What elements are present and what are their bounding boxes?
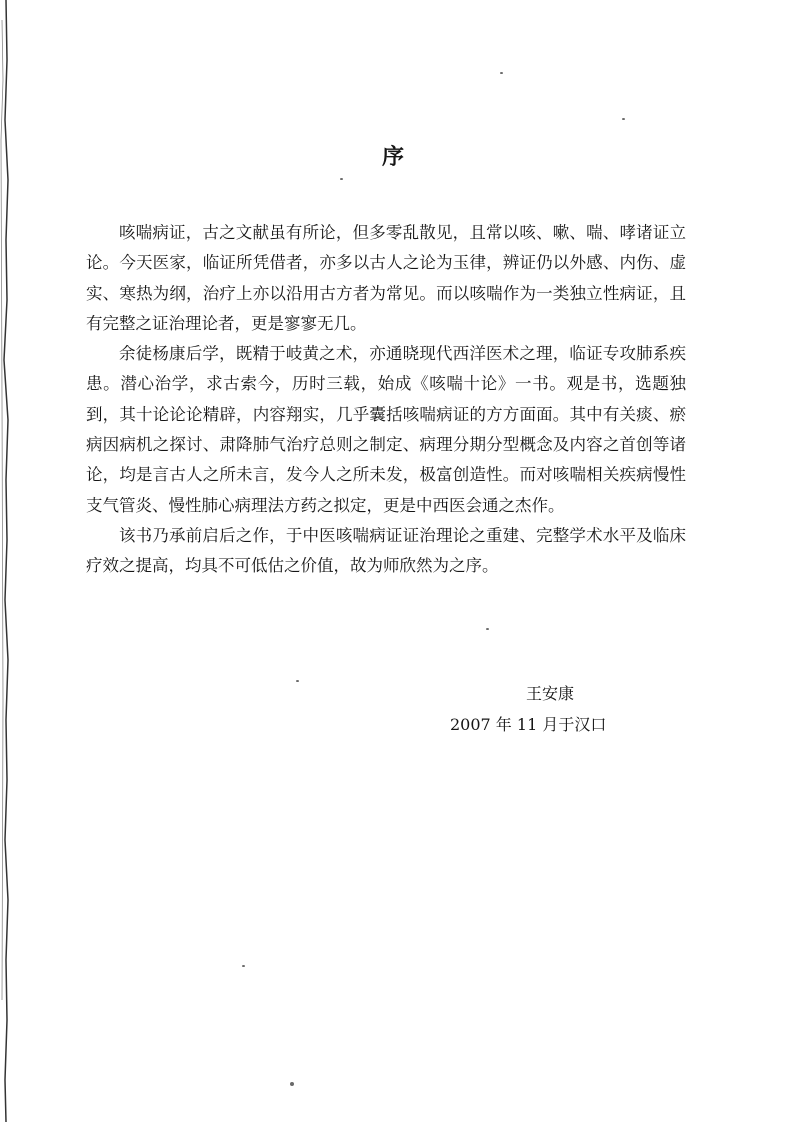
scan-speck [290, 1082, 294, 1086]
scan-speck [296, 680, 299, 682]
page-title: 序 [381, 145, 406, 170]
scan-speck [340, 178, 343, 180]
preface-body [86, 218, 686, 582]
scan-speck [486, 628, 489, 630]
date-place: 2007 年 11 月于汉口 [450, 715, 607, 734]
scan-speck [622, 118, 625, 120]
paragraph: 该书乃承前启后之作，于中医咳喘病证证治理论之重建、完整学术水平及临床疗效之提高，均具不可低估之价值，故为师欣然为之序。 [86, 525, 686, 576]
paragraph: 咳喘病证，古之文献虽有所论，但多零乱散见，且常以咳、嗽、喘、哮诸证立论。今天医家，临证所凭借者，亦多以古人之论为玉律，辨证仍以外感、内伤、虚实、寒热为纲，治疗上亦以沿用古方者为常见。而以咳喘作为一类独立性病证，且有完整之证治理论者，更是寥寥无几。 [86, 223, 686, 333]
scan-speck [242, 965, 245, 967]
signature-block [450, 678, 650, 740]
author-name: 王安康 [526, 684, 575, 703]
scan-speck [500, 72, 503, 74]
paragraph: 余徒杨康后学，既精于岐黄之术，亦通晓现代西洋医术之理，临证专攻肺系疾患。潜心治学，求古索今，历时三载，始成《咳喘十论》一书。观是书，选题独到，其十论论论精辟，内容翔实，几乎囊括咳喘病证的方方面面。其中有关痰、瘀病因病机之探讨、肃降肺气治疗总则之制定、病理分期分型概念及内容之首创等诸论，均是言古人之所未言，发今人之所未发，极富创造性。而对咳喘相关疾病慢性支气管炎、慢性肺心病理法方药之拟定，更是中西医会通之杰作。 [86, 344, 686, 515]
